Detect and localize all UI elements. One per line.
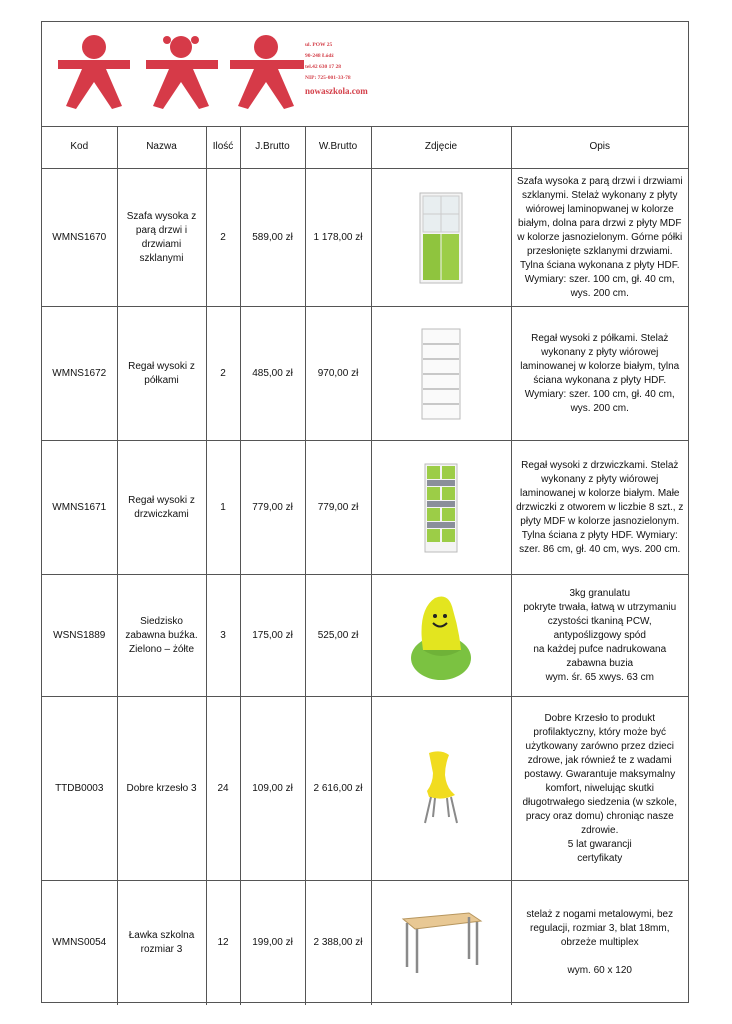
smiley-beanbag-icon xyxy=(409,590,473,682)
total-price: 779,00 zł xyxy=(305,441,371,575)
table-row xyxy=(42,441,688,575)
product-code: WMNS0054 xyxy=(42,881,117,1005)
product-code: WMNS1671 xyxy=(42,441,117,575)
product-name: Siedzisko zabawna buźka. Zielono – żółte xyxy=(117,575,206,697)
product-description: Regał wysoki z półkami. Stelaż wykonany z płyty wiórowej laminowanej w kolorze białym, tylna ściana wykonana z płyty HDF. Wymiary: szer. 100 cm, gł. 40 cm, wys. 200 cm. xyxy=(511,307,688,441)
document-page xyxy=(41,21,689,1003)
column-header-qty: Ilość xyxy=(206,126,240,169)
product-name: Regał wysoki z półkami xyxy=(117,307,206,441)
website-link[interactable]: nowaszkola.com xyxy=(305,86,368,96)
column-header-unit-price: J.Brutto xyxy=(240,126,305,169)
product-name: Dobre krzesło 3 xyxy=(117,697,206,881)
product-photo xyxy=(371,575,511,697)
table-header-row xyxy=(42,126,688,169)
contact-block xyxy=(305,40,368,97)
unit-price: 109,00 zł xyxy=(240,697,305,881)
product-code: WSNS1889 xyxy=(42,575,117,697)
tall-cabinet-glass-doors-icon xyxy=(419,192,463,284)
product-description: Dobre Krzesło to produkt profilaktyczny, który może być użytkowany zarówno przez dzieci zdrowe, jak równieź te z wadami postawy. Gwarantuje maksymalny komfort, niwelując skutki długotrwałego siedzenia (w szkole, pracy oraz domu) chroniąc nasze zdrowie. 5 lat gwarancji certyfikaty xyxy=(511,697,688,881)
product-description: Regał wysoki z drzwiczkami. Stelaż wykonany z płyty wiórowej laminowanej w kolorze białym. Małe drzwiczki z otworem w liczbie 8 szt., z płyty MDF w kolorze jasnozielonym. Tylna ściana z płyty HDF. Wymiary: szer. 86 cm, gł. 40 cm, wys. 200 cm. xyxy=(511,441,688,575)
school-desk-icon xyxy=(399,911,483,975)
table-row xyxy=(42,169,688,307)
total-price: 2 616,00 zł xyxy=(305,697,371,881)
column-header-photo: Zdjęcie xyxy=(371,126,511,169)
product-qty: 3 xyxy=(206,575,240,697)
total-price: 1 178,00 zł xyxy=(305,169,371,307)
product-qty: 24 xyxy=(206,697,240,881)
product-name: Szafa wysoka z parą drzwi i drzwiami szklanymi xyxy=(117,169,206,307)
column-header-description: Opis xyxy=(511,126,688,169)
product-photo xyxy=(371,169,511,307)
product-name: Regał wysoki z drzwiczkami xyxy=(117,441,206,575)
product-code: WMNS1670 xyxy=(42,169,117,307)
column-header-code: Kod xyxy=(42,126,117,169)
phone-line: tel.42 630 17 28 xyxy=(305,64,342,70)
nip-line: NIP: 725-001-33-78 xyxy=(305,75,351,81)
product-description: stelaż z nogami metalowymi, bez regulacji, rozmiar 3, blat 18mm, obrzeże multiplex wym. 60 x 120 xyxy=(511,881,688,1005)
product-qty: 2 xyxy=(206,169,240,307)
table-row xyxy=(42,575,688,697)
unit-price: 175,00 zł xyxy=(240,575,305,697)
total-price: 525,00 zł xyxy=(305,575,371,697)
product-description: 3kg granulatu pokryte trwała, łatwą w utrzymaniu czystości tkaniną PCW, antypoślizgowy spód na każdej pufce nadrukowana zabawna buzia wym. śr. 65 xwys. 63 cm xyxy=(511,575,688,697)
product-name: Ławka szkolna rozmiar 3 xyxy=(117,881,206,1005)
product-code: WMNS1672 xyxy=(42,307,117,441)
unit-price: 779,00 zł xyxy=(240,441,305,575)
letterhead xyxy=(42,22,688,127)
product-photo xyxy=(371,697,511,881)
total-price: 970,00 zł xyxy=(305,307,371,441)
total-price: 2 388,00 zł xyxy=(305,881,371,1005)
address-line: ul. POW 25 xyxy=(305,42,333,48)
product-qty: 1 xyxy=(206,441,240,575)
unit-price: 589,00 zł xyxy=(240,169,305,307)
city-line: 90-248 Łódź xyxy=(305,53,334,59)
product-description: Szafa wysoka z parą drzwi i drzwiami szklanymi. Stelaż wykonany z płyty wiórowej laminopwanej w kolorze białym, dolna para drzwi z płyty MDF w kolorze jasnozielonym. Górne półki przesłonięte szklanymi drzwiami. Tylna ściana wykonana z płyty HDF. Wymiary: szer. 100 cm, gł. 40 cm, wys. 200 cm. xyxy=(511,169,688,307)
product-photo xyxy=(371,441,511,575)
product-qty: 2 xyxy=(206,307,240,441)
unit-price: 199,00 zł xyxy=(240,881,305,1005)
column-header-total-price: W.Brutto xyxy=(305,126,371,169)
tall-shelf-icon xyxy=(421,328,461,420)
product-photo xyxy=(371,881,511,1005)
yellow-chair-icon xyxy=(419,751,463,827)
table-row xyxy=(42,881,688,1005)
product-qty: 12 xyxy=(206,881,240,1005)
products-table xyxy=(42,126,688,1005)
column-header-name: Nazwa xyxy=(117,126,206,169)
company-logo xyxy=(56,34,306,109)
unit-price: 485,00 zł xyxy=(240,307,305,441)
locker-shelf-icon xyxy=(424,463,458,553)
product-code: TTDB0003 xyxy=(42,697,117,881)
table-row xyxy=(42,697,688,881)
table-row xyxy=(42,307,688,441)
product-photo xyxy=(371,307,511,441)
